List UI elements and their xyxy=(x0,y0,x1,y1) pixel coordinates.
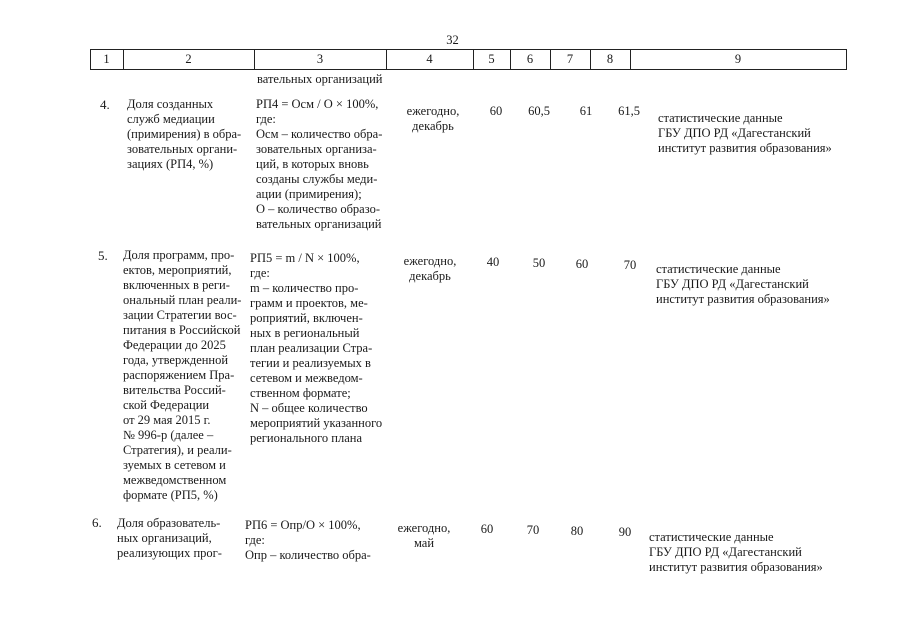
data-source: статистические данные ГБУ ДПО РД «Дагестанский институт развития образования» xyxy=(649,530,823,574)
value-col-6: 60,5 xyxy=(528,104,550,118)
continuation-text: вательных организаций xyxy=(257,72,383,86)
header-col-4: 4 xyxy=(426,52,433,66)
indicator-name: Доля созданных служб медиации (примирения) в обра- зовательных органи- зациях (РП4, %) xyxy=(127,97,242,171)
value-col-5: 40 xyxy=(486,255,500,269)
value-col-8: 70 xyxy=(623,258,637,272)
value-col-5: 60 xyxy=(480,522,494,536)
table-header xyxy=(90,49,847,70)
header-col-1: 1 xyxy=(103,52,110,66)
indicator-name: Доля образователь- ных организаций, реализующих прог- xyxy=(117,516,222,560)
period-text: ежегодно, май xyxy=(397,521,451,550)
value-col-6: 70 xyxy=(526,523,540,537)
header-col-8: 8 xyxy=(606,52,614,66)
data-source: статистические данные ГБУ ДПО РД «Дагестанский институт развития образования» xyxy=(656,262,830,306)
header-col-5: 5 xyxy=(488,52,495,66)
value-col-8: 61,5 xyxy=(618,104,640,118)
row-number: 4. xyxy=(100,97,110,112)
period-text: ежегодно, декабрь xyxy=(406,104,460,133)
data-source: статистические данные ГБУ ДПО РД «Дагестанский институт развития образования» xyxy=(658,111,832,155)
row-number: 6. xyxy=(92,515,102,530)
indicator-name: Доля программ, про- ектов, мероприятий, включенных в реги- ональный план реали- зации Стратегии вос- питания в Российской Федерации до 2025 года, утвержденной распоряжением Пра- вительства Россий- ской Федерации от 29 мая 2015 г. № 996-р (далее – Стратегия), и реали- зуемых в сетевом и межведомственном формате (РП5, %) xyxy=(123,248,242,502)
row-number: 5. xyxy=(98,248,108,263)
formula-text: РП4 = Осм / О × 100%, где: Осм – количество обра- зовательных организа- ций, в которых вновь созданы службы меди- ации (примирения); О – количество образо- вательных организаций xyxy=(256,97,383,231)
value-col-6: 50 xyxy=(532,256,546,270)
value-col-5: 60 xyxy=(489,104,503,118)
formula-text: РП5 = m / N × 100%, где: m – количество про- грамм и проектов, ме- роприятий, включен- ных в региональный план реализации Стра- тегии и реализуемых в сетевом и межведом- ственном формате; N – общее количество мероприятий указанного регионального плана xyxy=(250,251,383,445)
header-divider xyxy=(846,49,847,70)
formula-text: РП6 = Опр/О × 100%, где: Опр – количество обра- xyxy=(245,518,371,562)
header-bottom-rule xyxy=(90,69,847,70)
value-col-7: 60 xyxy=(575,257,589,271)
header-col-2: 2 xyxy=(185,52,192,66)
value-col-7: 61 xyxy=(579,104,593,118)
header-col-7: 7 xyxy=(566,52,574,66)
period-text: ежегодно, декабрь xyxy=(403,254,457,283)
page-number: 32 xyxy=(446,33,459,47)
header-col-3: 3 xyxy=(316,52,324,66)
header-top-rule xyxy=(90,49,847,50)
header-col-6: 6 xyxy=(526,52,534,66)
value-col-8: 90 xyxy=(618,525,632,539)
header-col-9: 9 xyxy=(734,52,742,66)
value-col-7: 80 xyxy=(570,524,584,538)
